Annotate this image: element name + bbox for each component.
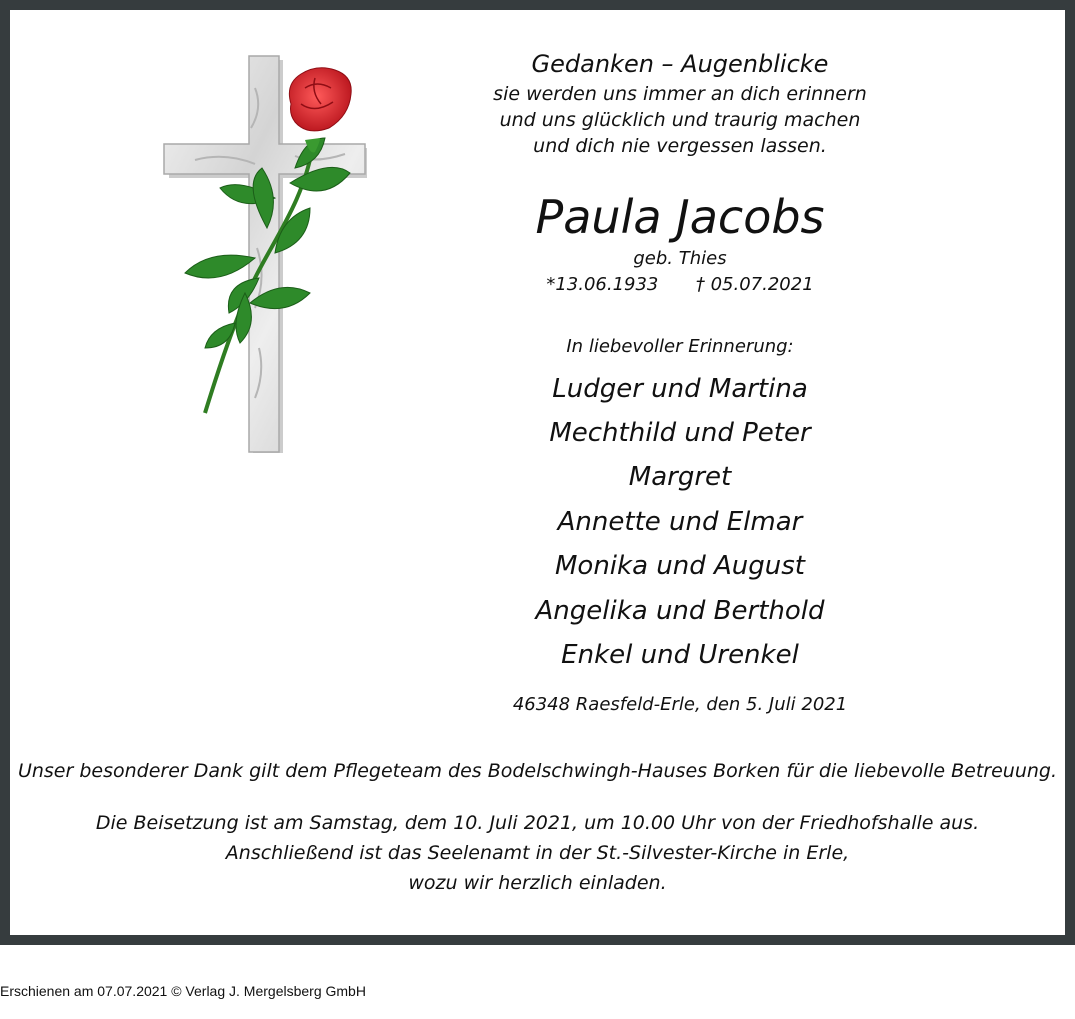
mourner-name: Margret xyxy=(628,462,732,492)
funeral-line: wozu wir herzlich einladen. xyxy=(408,872,667,894)
maiden-name: geb. Thies xyxy=(633,248,727,269)
death-date: † 05.07.2021 xyxy=(695,274,814,295)
deceased-name: Paula Jacobs xyxy=(535,190,825,244)
quote-line: und uns glücklich und traurig machen xyxy=(499,109,861,131)
publication-footer: Erschienen am 07.07.2021 © Verlag J. Mergelsberg GmbH xyxy=(0,983,366,999)
mourner-name: Ludger und Martina xyxy=(552,374,808,404)
mourner-name: Enkel und Urenkel xyxy=(561,640,799,670)
mourner-name: Angelika und Berthold xyxy=(535,596,825,626)
quote-block xyxy=(440,50,920,170)
mourner-name: Monika und August xyxy=(554,551,805,581)
mourners-block xyxy=(440,336,920,726)
quote-line: sie werden uns immer an dich erinnern xyxy=(493,83,867,105)
deceased-block xyxy=(440,190,920,310)
place-date: 46348 Raesfeld-Erle, den 5. Juli 2021 xyxy=(512,694,848,715)
mourners-intro: In liebevoller Erinnerung: xyxy=(566,336,794,357)
quote-title: Gedanken – Augenblicke xyxy=(531,50,829,78)
cross-with-rose-icon xyxy=(155,48,370,458)
thanks-text: Unser besonderer Dank gilt dem Pflegeteam des Bodelschwingh-Hauses Borken für die liebevolle Betreuung. xyxy=(17,760,1058,782)
life-dates xyxy=(440,274,920,295)
funeral-line: Die Beisetzung ist am Samstag, dem 10. Juli 2021, um 10.00 Uhr von der Friedhofshalle aus. xyxy=(95,812,980,834)
mourner-name: Annette und Elmar xyxy=(557,507,803,537)
funeral-line: Anschließend ist das Seelenamt in der St.-Silvester-Kirche in Erle, xyxy=(225,842,850,864)
mourner-name: Mechthild und Peter xyxy=(549,418,811,448)
quote-line: und dich nie vergessen lassen. xyxy=(533,135,827,157)
birth-date: *13.06.1933 xyxy=(546,274,659,295)
